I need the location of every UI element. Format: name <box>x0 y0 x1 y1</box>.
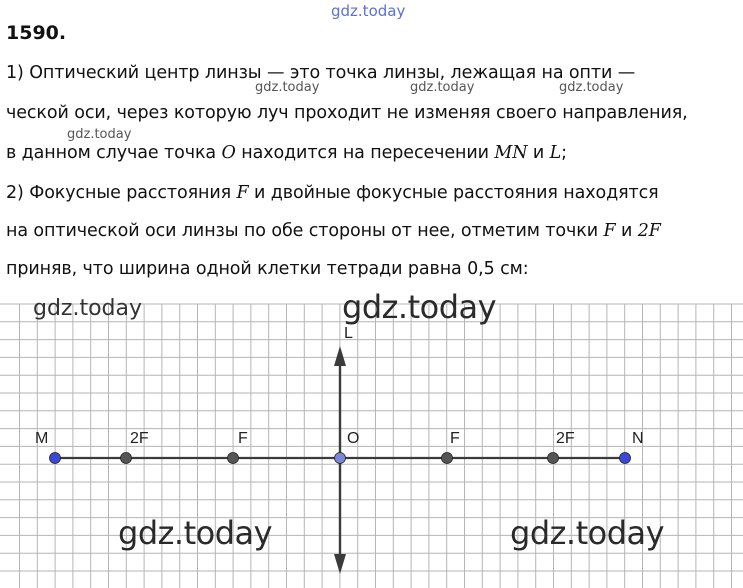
watermark: gdz.today <box>510 514 665 552</box>
watermark: gdz.today <box>410 80 475 95</box>
text-line-6: приняв, что ширина одной клетки тетради равна 0,5 см: <box>6 259 529 279</box>
watermark: gdz.today <box>255 80 320 95</box>
text-line-3: в данном случае точка O находится на пересечении MN и L; <box>6 143 567 163</box>
point-label-2F-left: 2F <box>130 430 149 447</box>
watermark: gdz.today <box>559 80 624 95</box>
problem-number: 1590. <box>6 22 67 44</box>
text-line-2: ческой оси, через которую луч проходит не изменяя своего направления, <box>6 103 688 123</box>
point-2F-right <box>548 453 559 464</box>
text-line-1: 1) Оптический центр линзы — это точка линзы, лежащая на опти — <box>6 63 636 83</box>
point-F-right <box>442 453 453 464</box>
point-label-F-right: F <box>450 430 460 447</box>
point-label-M: M <box>35 430 49 447</box>
lens-diagram <box>0 288 743 588</box>
point-N <box>620 453 631 464</box>
lens-arrow-top <box>334 346 346 366</box>
point-label-F-left: F <box>238 430 248 447</box>
point-label-O: O <box>347 430 360 447</box>
text-line-5: на оптической оси линзы по обе стороны от нее, отметим точки F и 2F <box>6 221 661 241</box>
point-O <box>335 453 346 464</box>
watermark: gdz.today <box>67 127 132 142</box>
text-line-4: 2) Фокусные расстояния F и двойные фокусные расстояния находятся <box>6 183 659 203</box>
point-label-2F-right: 2F <box>556 430 575 447</box>
watermark: gdz.today <box>33 296 143 321</box>
watermark: gdz.today <box>118 514 273 552</box>
point-F-left <box>228 453 239 464</box>
watermark: gdz.today <box>331 2 406 20</box>
watermark: gdz.today <box>342 288 497 326</box>
point-2F-left <box>121 453 132 464</box>
axis-label-L: L <box>344 325 353 342</box>
point-M <box>50 453 61 464</box>
point-label-N: N <box>632 430 644 447</box>
